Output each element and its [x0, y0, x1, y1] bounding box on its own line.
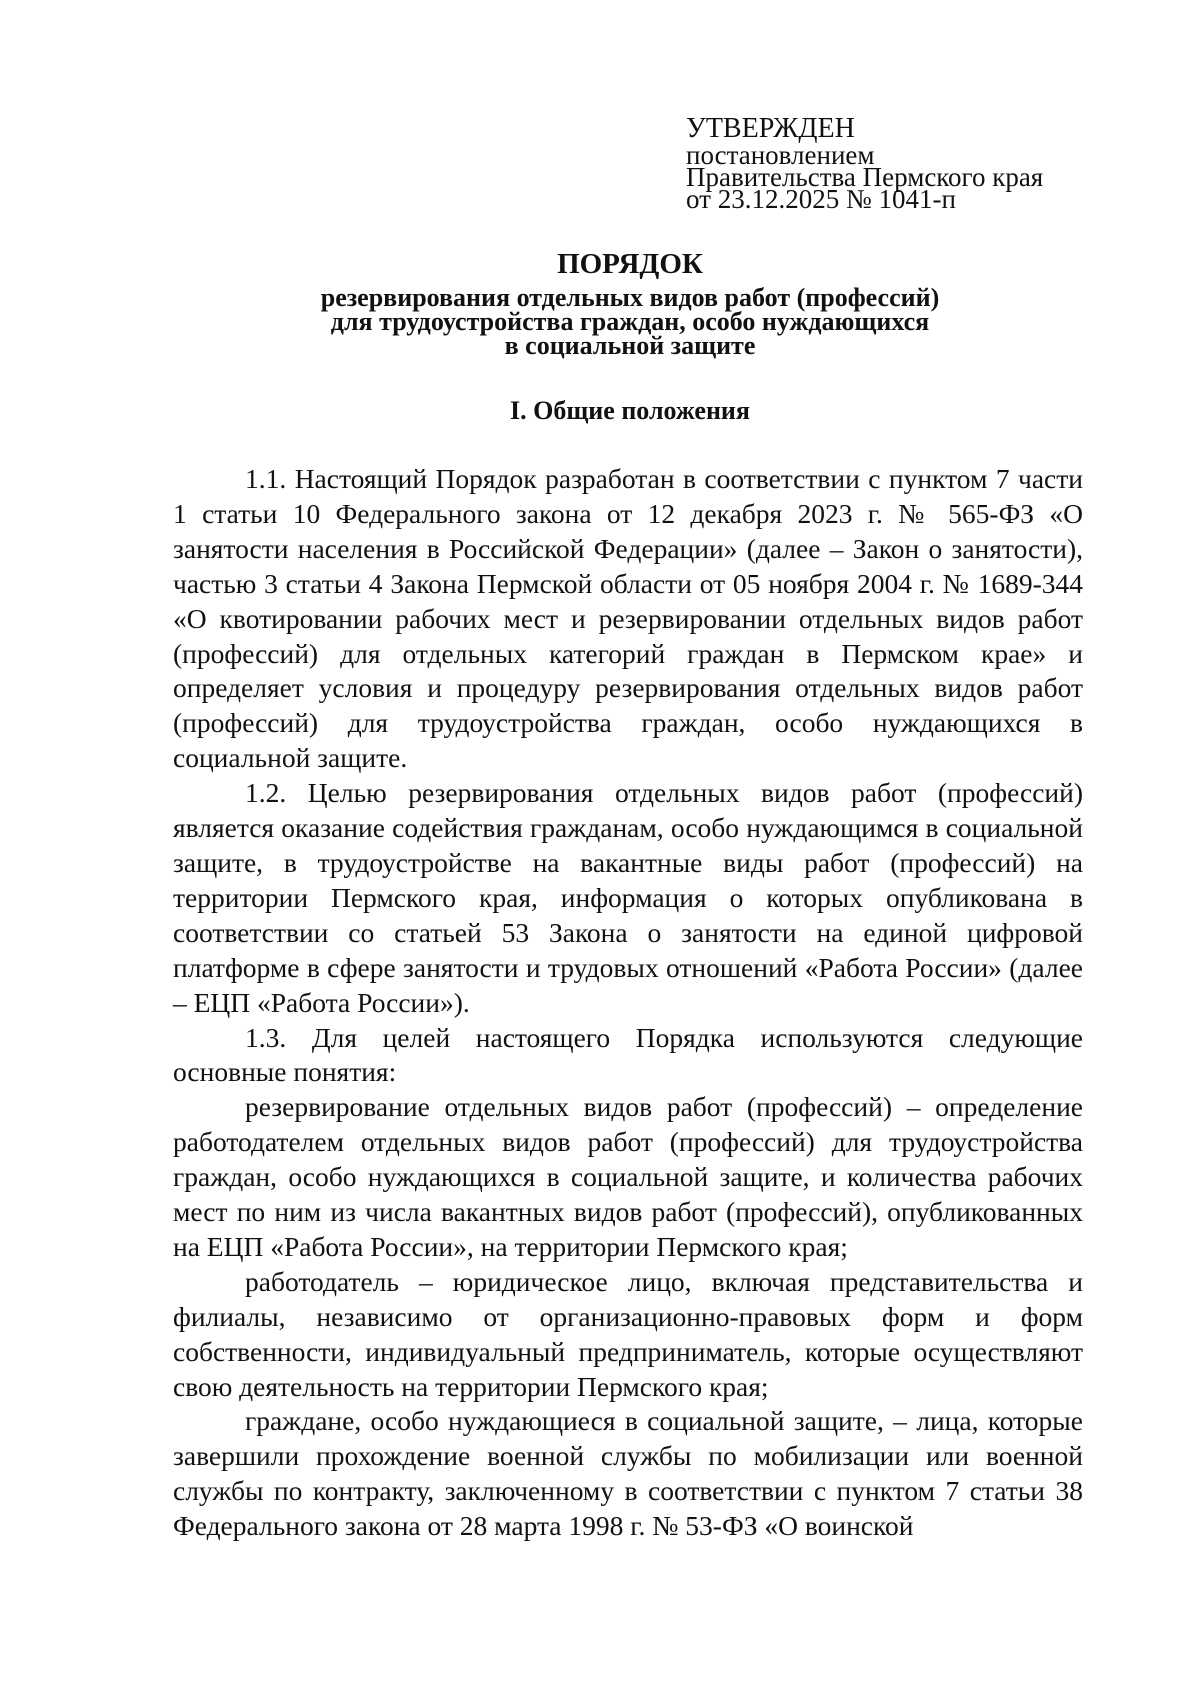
definition-reservation: резервирование отдельных видов работ (профессий) – определение работодателем отдельных видов работ (профессий) для трудоустройства граждан, особо нуждающихся в социальной защите, и количества рабочих мест по ним из числа вакантных видов работ (профессий), опубликованных на ЕЦП «Работа России», на территории Пермского края;	[173, 1091, 1083, 1262]
definition-citizens: граждане, особо нуждающиеся в социальной защите, – лица, которые завершили прохождение военной службы по мобилизации или военной службы по контракту, заключенному в соответствии с пунктом 7 статьи 38 Федерального закона от 28 марта 1998 г. № 53-ФЗ «О воинской	[173, 1405, 1083, 1542]
document-subtitle	[0, 283, 1200, 360]
approval-title: УТВЕРЖДЕН	[686, 113, 855, 144]
document-body	[173, 462, 1083, 1544]
definition-employer: работодатель – юридическое лицо, включая представительства и филиалы, независимо от организационно-правовых форм и форм собственности, индивидуальный предприниматель, которые осуществляют свою деятельность на территории Пермского края;	[173, 1265, 1083, 1402]
document-subtitle-line-1: резервирования отдельных видов работ (профессий)	[320, 283, 940, 312]
document-subtitle-line-3: в социальной защите	[504, 331, 756, 360]
approval-line-2: Правительства Пермского края	[686, 162, 1044, 192]
approval-line-1: постановлением	[686, 140, 875, 170]
document-title: ПОРЯДОК	[557, 248, 703, 280]
document-subtitle-line-2: для трудоустройства граждан, особо нуждающихся	[330, 307, 930, 336]
paragraph-1-3: 1.3. Для целей настоящего Порядка используются следующие основные понятия:	[173, 1021, 1083, 1088]
approval-line-3: от 23.12.2025 № 1041-п	[686, 184, 956, 214]
section-heading: I. Общие положения	[510, 396, 750, 425]
paragraph-1-1: 1.1. Настоящий Порядок разработан в соответствии с пунктом 7 части 1 статьи 10 Федерального закона от 12 декабря 2023 г. № 565-ФЗ «О занятости населения в Российской Федерации» (далее – Закон о занятости), частью 3 статьи 4 Закона Пермской области от 05 ноября 2004 г. № 1689-344 «О квотировании рабочих мест и резервировании отдельных видов работ (профессий) для отдельных категорий граждан в Пермском крае» и определяет условия и процедуру резервирования отдельных видов работ (профессий) для трудоустройства граждан, особо нуждающихся в социальной защите.	[173, 463, 1083, 774]
approval-stamp	[686, 113, 1166, 214]
paragraph-1-2: 1.2. Целью резервирования отдельных видов работ (профессий) является оказание содействия гражданам, особо нуждающимся в социальной защите, в трудоустройстве на вакантные виды работ (профессий) на территории Пермского края, информация о которых опубликована в соответствии со статьей 53 Закона о занятости на единой цифровой платформе в сфере занятости и трудовых отношений «Работа России» (далее – ЕЦП «Работа России»).	[173, 777, 1083, 1018]
